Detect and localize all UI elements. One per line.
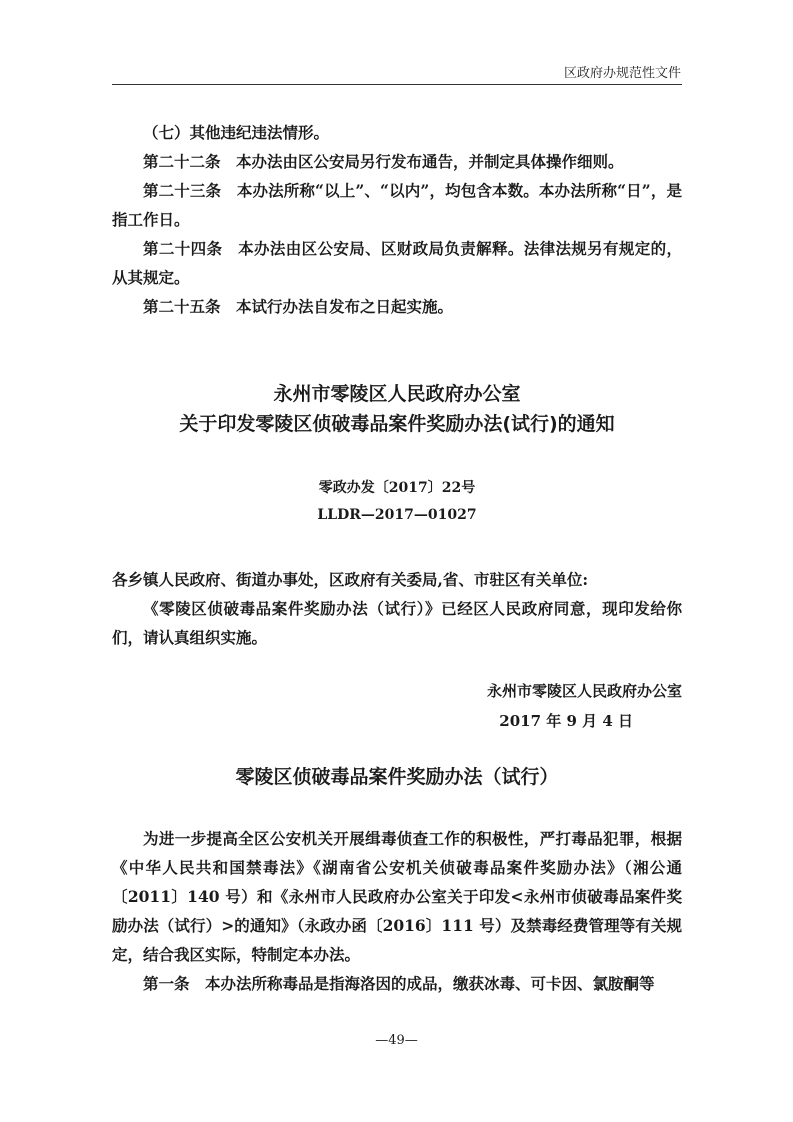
top-section <box>112 118 682 321</box>
addressee: 各乡镇人民政府、街道办事处，区政府有关委局,省、市驻区有关单位: <box>112 570 589 589</box>
paragraph-article-22: 第二十二条 本办法由区公安局另行发布通告，并制定具体操作细则。 <box>143 152 624 171</box>
notice-body <box>112 565 682 652</box>
measures-intro: 为进一步提高全区公安机关开展缉毒侦查工作的积极性，严打毒品犯罪，根据《中华人民共和国禁毒法》《湖南省公安机关侦破毒品案件奖励办法》（湘公通〔2011〕140 号）和《永州市人民政府办公室关于印发<永州市侦破毒品案件奖励办法（试行）>的通知》（永政办函〔2016〕111 号）及禁毒经费管理等有关规定，结合我区实际，特制定本办法。 <box>112 829 682 964</box>
page-number: —49— <box>375 1033 418 1048</box>
measures-title: 零陵区侦破毒品案件奖励办法（试行） <box>235 766 559 788</box>
notice-paragraph: 《零陵区侦破毒品案件奖励办法（试行）》已经区人民政府同意，现印发给你们，请认真组织实施。 <box>112 599 682 647</box>
paragraph-article-25: 第二十五条 本试行办法自发布之日起实施。 <box>143 297 454 316</box>
paragraph-item-7: （七）其他违纪违法情形。 <box>143 123 330 142</box>
paragraph-article-24: 第二十四条 本办法由区公安局、区财政局负责解释。法律法规另有规定的，从其规定。 <box>112 239 682 287</box>
notice-title-line1: 永州市零陵区人民政府办公室 <box>273 383 521 405</box>
measures-article-1: 第一条 本办法所称毒品是指海洛因的成品，缴获冰毒、可卡因、氯胺酮等 <box>143 974 655 993</box>
registration-code: LLDR—2017—01027 <box>317 507 477 523</box>
issuer: 永州市零陵区人民政府办公室 <box>486 682 682 700</box>
measures-body <box>112 824 682 998</box>
paragraph-article-23: 第二十三条 本办法所称“以上”、“以内”，均包含本数。本办法所称“日”，是指工作日。 <box>112 181 682 229</box>
header-divider <box>112 84 682 85</box>
notice-title-line2: 关于印发零陵区侦破毒品案件奖励办法(试行)的通知 <box>179 413 615 435</box>
header-label: 区政府办规范性文件 <box>563 66 681 81</box>
issue-date: 2017 年 9 月 4 日 <box>499 712 633 730</box>
doc-number: 零政办发〔2017〕22号 <box>318 480 476 496</box>
